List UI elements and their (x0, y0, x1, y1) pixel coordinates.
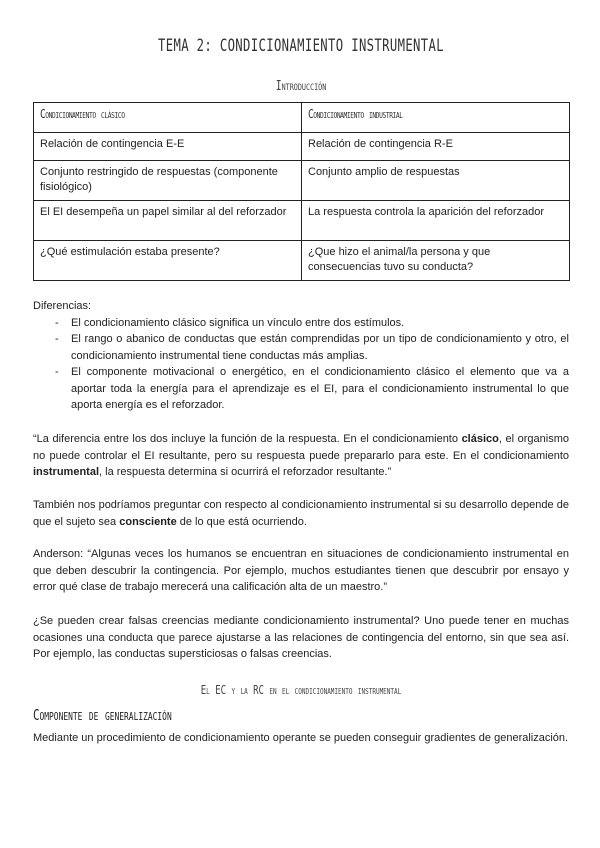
list-item: - El condicionamiento clásico significa un vínculo entre dos estímulos. (33, 315, 569, 332)
table-cell: ¿Qué estimulación estaba presente? (34, 241, 302, 281)
list-item: - El rango o abanico de conductas que están comprendidas por un tipo de condicionamiento y otro, el condicionamiento instrumental tiene conductas más amplias. (33, 331, 569, 364)
table-row (34, 241, 570, 281)
list-item: - El componente motivacional o energético, en el condicionamiento clásico el elemento que va a aportar toda la energía para el aprendizaje es el EI, para el condicionamiento instrumental lo que aporta energía es el reforzador. (33, 364, 569, 414)
differences-section (33, 298, 569, 414)
table-cell: Conjunto amplio de respuestas (302, 161, 570, 201)
table-cell: ¿Que hizo el animal/la persona y que consecuencias tuvo su conducta? (302, 241, 570, 281)
conscious-paragraph: También nos podríamos preguntar con respecto al condicionamiento instrumental si su desarrollo depende de que el sujeto sea consciente de lo que está ocurriendo. (33, 499, 569, 528)
table-cell: La respuesta controla la aparición del reforzador (302, 201, 570, 241)
differences-list (33, 315, 569, 414)
table-cell: Relación de contingencia E-E (34, 133, 302, 161)
table-cell: Relación de contingencia R-E (302, 133, 570, 161)
page-title: TEMA 2: CONDICIONAMIENTO INSTRUMENTAL (158, 36, 444, 56)
table-header-cell: Condicionamiento industrial (302, 103, 570, 133)
anderson-paragraph: Anderson: “Algunas veces los humanos se encuentran en situaciones de condicionamiento instrumental en que deben descubrir la contingencia. Por ejemplo, muchos estudiantes tienen que descubrir por ensayo y error qué clase de trabajo merecerá una calificación alta de un maestro.” (33, 548, 569, 593)
table-cell: Conjunto restringido de respuestas (componente fisiológico) (34, 161, 302, 201)
table-header-cell: Condicionamiento clásico (34, 103, 302, 133)
differences-label: Diferencias: (33, 300, 92, 312)
table-row (34, 133, 570, 161)
false-beliefs-paragraph: ¿Se pueden crear falsas creencias mediante condicionamiento instrumental? Uno puede tener en muchas ocasiones una conducta que parece ajustarse a las relaciones de contingencia del entorno, sin que sea así. Por ejemplo, las conductas supersticiosas o falsas creencias. (33, 615, 569, 660)
table-row (34, 201, 570, 241)
section-title: El EC y la RC en el condicionamiento instrumental (200, 683, 402, 697)
generalization-heading: Componente de generalización (33, 706, 172, 724)
table-row (34, 161, 570, 201)
subtitle-introduction: Introducción (275, 79, 327, 94)
table-header-row (34, 103, 570, 133)
table-cell: El EI desempeña un papel similar al del reforzador (34, 201, 302, 241)
generalization-paragraph: Mediante un procedimiento de condicionamiento operante se pueden conseguir gradientes de generalización. (33, 732, 569, 744)
quote-paragraph: “La diferencia entre los dos incluye la función de la respuesta. En el condicionamiento clásico, el organismo no puede controlar el EI resultante, pero su respuesta puede prepararlo para este. En el condicionamiento instrumental, la respuesta determina si ocurrirá el reforzador resultante.” (33, 433, 569, 478)
comparison-table (33, 102, 570, 281)
